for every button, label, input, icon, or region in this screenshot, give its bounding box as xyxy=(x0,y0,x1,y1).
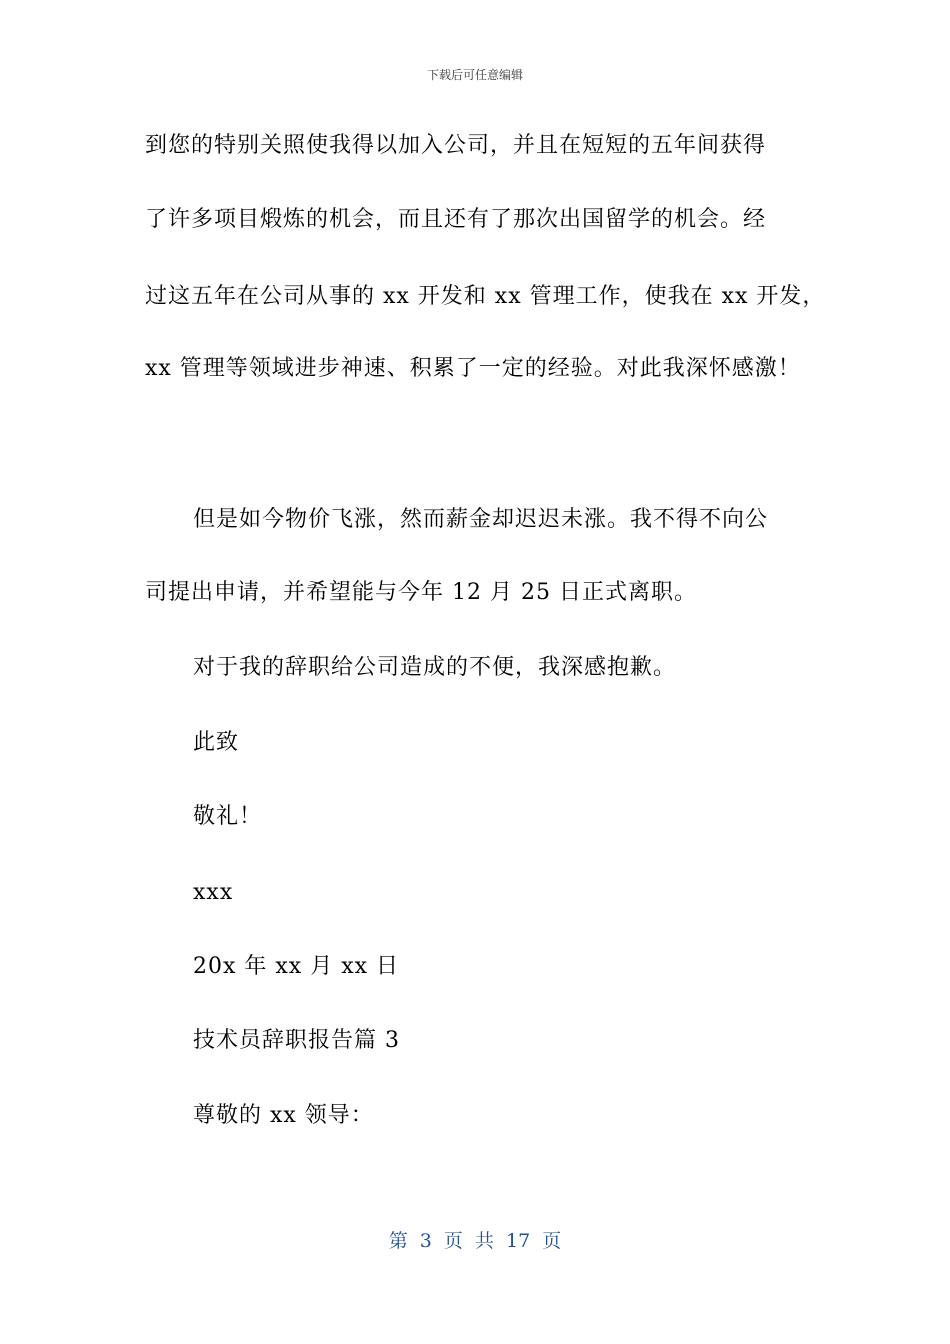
closing-text: 此致 xyxy=(193,730,240,755)
paragraph-1-line-1: 到您的特别关照使我得以加入公司，并且在短短的五年间获得 xyxy=(145,133,767,158)
date: 20x 年 xx 月 xx 日 xyxy=(193,954,399,979)
paragraph-2-line-1: 但是如今物价飞涨，然而薪金却迟迟未涨。我不得不向公 xyxy=(193,507,769,532)
signature: xxx xyxy=(193,880,234,905)
section-title: 技术员辞职报告篇 3 xyxy=(193,1028,400,1053)
apology-text: 对于我的辞职给公司造成的不便，我深感抱歉。 xyxy=(193,655,677,680)
salute-text: 敬礼！ xyxy=(193,804,263,829)
paragraph-1-line-2: 了许多项目煅炼的机会，而且还有了那次出国留学的机会。经 xyxy=(145,207,767,232)
greeting: 尊敬的 xx 领导： xyxy=(193,1103,374,1128)
paragraph-1-line-3: 过这五年在公司从事的 xx 开发和 xx 管理工作，使我在 xx 开发， xyxy=(145,284,826,309)
page-header: 下载后可任意编辑 xyxy=(426,68,523,82)
paragraph-1-line-4: xx 管理等领域进步神速、积累了一定的经验。对此我深怀感激！ xyxy=(145,356,801,381)
page-number: 第 3 页 共 17 页 xyxy=(388,1230,562,1252)
paragraph-2-line-2: 司提出申请，并希望能与今年 12 月 25 日正式离职。 xyxy=(145,580,697,605)
